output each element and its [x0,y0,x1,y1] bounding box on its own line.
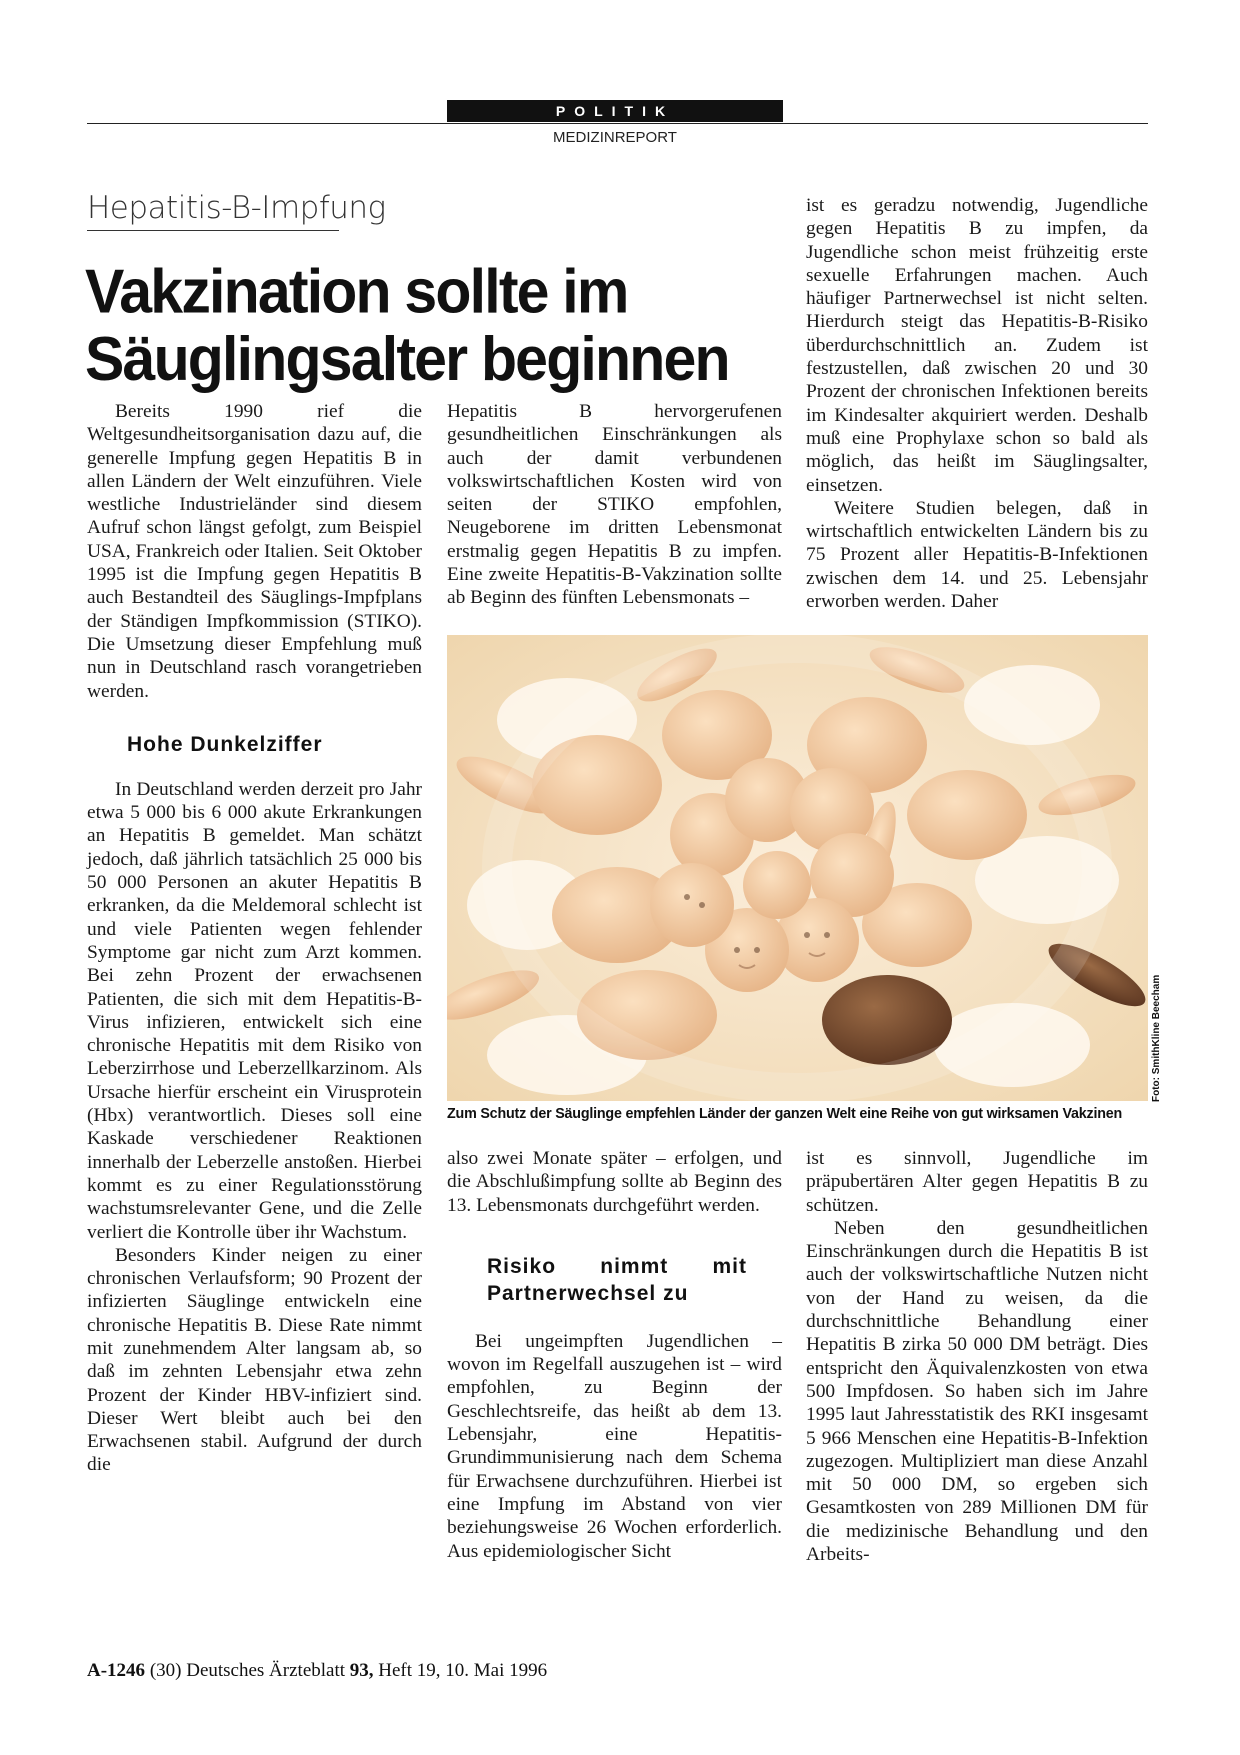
paragraph: Bereits 1990 rief die Weltgesundheitsorganisation dazu auf, die generelle Impfung gegen Hepatitis B in allen Ländern der Welt einzuführen. Viele westliche Industrieländer sind diesem Aufruf schon längst gefolgt, zum Beispiel USA, Frankreich oder Italien. Seit Oktober 1995 ist die Impfung gegen Hepatitis B auch Bestandteil des Säuglings-Impfplans der Ständigen Impfkommission (STIKO). Die Umsetzung dieser Empfehlung muß nun in Deutschland rasch vorangetrieben werden. [87,401,422,702]
photo-credit: Foto: SmithKline Beecham [1151,974,1162,1102]
header-rule [87,123,1148,124]
paragraph: Neben den gesundheitlichen Einschränkungen durch die Hepatitis B ist auch der volkswirtschaftliche Nutzen nicht von der Hand zu weisen, da die durchschnittliche Behandlung einer Hepatitis B zirka 50 000 DM beträgt. Dies entspricht den Äquivalenzkosten von etwa 500 Impfdosen. So haben sich im Jahre 1995 laut Jahresstatistik des RKI insgesamt 5 966 Menschen eine Hepatitis-B-Infektion zugezogen. Multipliziert man diese Anzahl mit 50 000 DM, so ergeben sich Gesamtkosten von 289 Millionen DM für die medizinische Behandlung und den Arbeits- [806,1217,1148,1566]
page-footer [87,1660,547,1682]
article-headline [85,258,785,392]
paragraph: Besonders Kinder neigen zu einer chronischen Verlaufsform; 90 Prozent der infizierten Säuglinge entwickeln eine chronische Hepatitis B. Diese Rate nimmt mit zunehmendem Alter langsam ab, so daß im zehnten Lebensjahr etwa zehn Prozent der Kinder HBV-infiziert sind. Dieser Wert bleibt auch bei den Erwachsenen stabil. Aufgrund der durch die [87,1244,422,1476]
babies-photo-illustration [447,635,1148,1101]
subheading-risiko: Risiko nimmt mit Partnerwechsel zu [487,1254,747,1305]
article-kicker: Hepatitis-B-Impfung [87,190,386,226]
footer-journal: Deutsches Ärzteblatt [186,1660,346,1681]
footer-volume: 93, [349,1660,374,1681]
photo-caption: Zum Schutz der Säuglinge empfehlen Länder der ganzen Welt eine Reihe von gut wirksamen Vakzinen [447,1106,1123,1122]
column-2-bottom [447,1147,782,1563]
paragraph: Bei ungeimpften Jugendlichen – wovon im Regelfall auszugehen ist – wird empfohlen, zu Beginn der Geschlechtsreife, das heißt ab dem 13. Lebensjahr, eine Hepatitis-Grundimmunisierung nach dem Schema für Erwachsene durchzuführen. Hierbei ist eine Impfung im Abstand von vier beziehungsweise 26 Wochen erforderlich. Aus epidemiologischer Sicht [447,1330,782,1562]
subheading-hohe-dunkelziffer: Hohe Dunkelziffer [127,732,323,756]
paragraph: ist es geradzu notwendig, Jugendliche gegen Hepatitis B zu impfen, da Jugendliche schon meist frühzeitig erste sexuelle Erfahrungen machen. Auch häufiger Partnerwechsel ist nicht selten. Hierdurch steigt das Hepatitis-B-Risiko überdurchschnittlich an. Zudem ist festzustellen, daß zwischen 20 und 30 Prozent der chronischen Infektionen bereits im Kindesalter akquiriert werden. Deshalb muß eine Prophylaxe schon so bald als möglich, das heißt im Säuglingsalter, einsetzen. [806,195,1148,496]
column-1 [87,400,422,1477]
footer-page-code: A-1246 [87,1660,146,1681]
column-3-top [806,194,1148,613]
section-label: POLITIK [447,100,783,122]
column-3-bottom [806,1147,1148,1566]
headline-line-1: Vakzination sollte im [85,256,628,327]
subsection-label: MEDIZINREPORT [553,129,677,146]
paragraph: also zwei Monate später – erfolgen, und die Abschlußimpfung sollte ab Beginn des 13. Lebensmonats durchgeführt werden. [447,1148,782,1216]
paragraph: Weitere Studien belegen, daß in wirtschaftlich entwickelten Ländern bis zu 75 Prozent aller Hepatitis-B-Infektionen zwischen dem 14. und 25. Lebensjahr erworben werden. Daher [806,497,1148,613]
paragraph: In Deutschland werden derzeit pro Jahr etwa 5 000 bis 6 000 akute Erkrankungen an Hepatitis B gemeldet. Man schätzt jedoch, daß jährlich tatsächlich 25 000 bis 50 000 Personen an akuter Hepatitis B erkranken, da die Meldemoral schlecht ist und viele Patienten wegen fehlender Symptome gar nicht zum Arzt kommen. Bei zehn Prozent der erwachsenen Patienten, die sich mit dem Hepatitis-B-Virus infizieren, entwickelt sich eine chronische Hepatitis mit dem Risiko von Leberzirrhose und Leberzellkarzinom. Als Ursache hierfür erscheint ein Virusprotein (Hbx) verantwortlich. Dieses soll eine Kaskade verschiedener Reaktionen innerhalb der Leberzelle anstoßen. Hierbei kommt es zu einer Regulationsstörung wachstumsrelevanter Gene, und die Zelle verliert die Kontrolle über ihr Wachstum. [87,778,422,1243]
column-2-top [447,400,782,610]
footer-page-number: (30) [149,1660,182,1681]
paragraph: Hepatitis B hervorgerufenen gesundheitlichen Einschränkungen als auch der damit verbundenen volkswirtschaftlichen Kosten wird von seiten der STIKO empfohlen, Neugeborene im dritten Lebensmonat erstmalig gegen Hepatitis B zu impfen. Eine zweite Hepatitis-B-Vakzination sollte ab Beginn des fünften Lebensmonats – [447,401,782,609]
footer-issue: Heft 19, 10. Mai 1996 [378,1660,548,1681]
headline-line-2: Säuglingsalter beginnen [85,324,729,394]
babies-photo [447,635,1148,1101]
paragraph: ist es sinnvoll, Jugendliche im präpubertären Alter gegen Hepatitis B zu schützen. [806,1148,1148,1216]
kicker-underline [87,230,339,231]
